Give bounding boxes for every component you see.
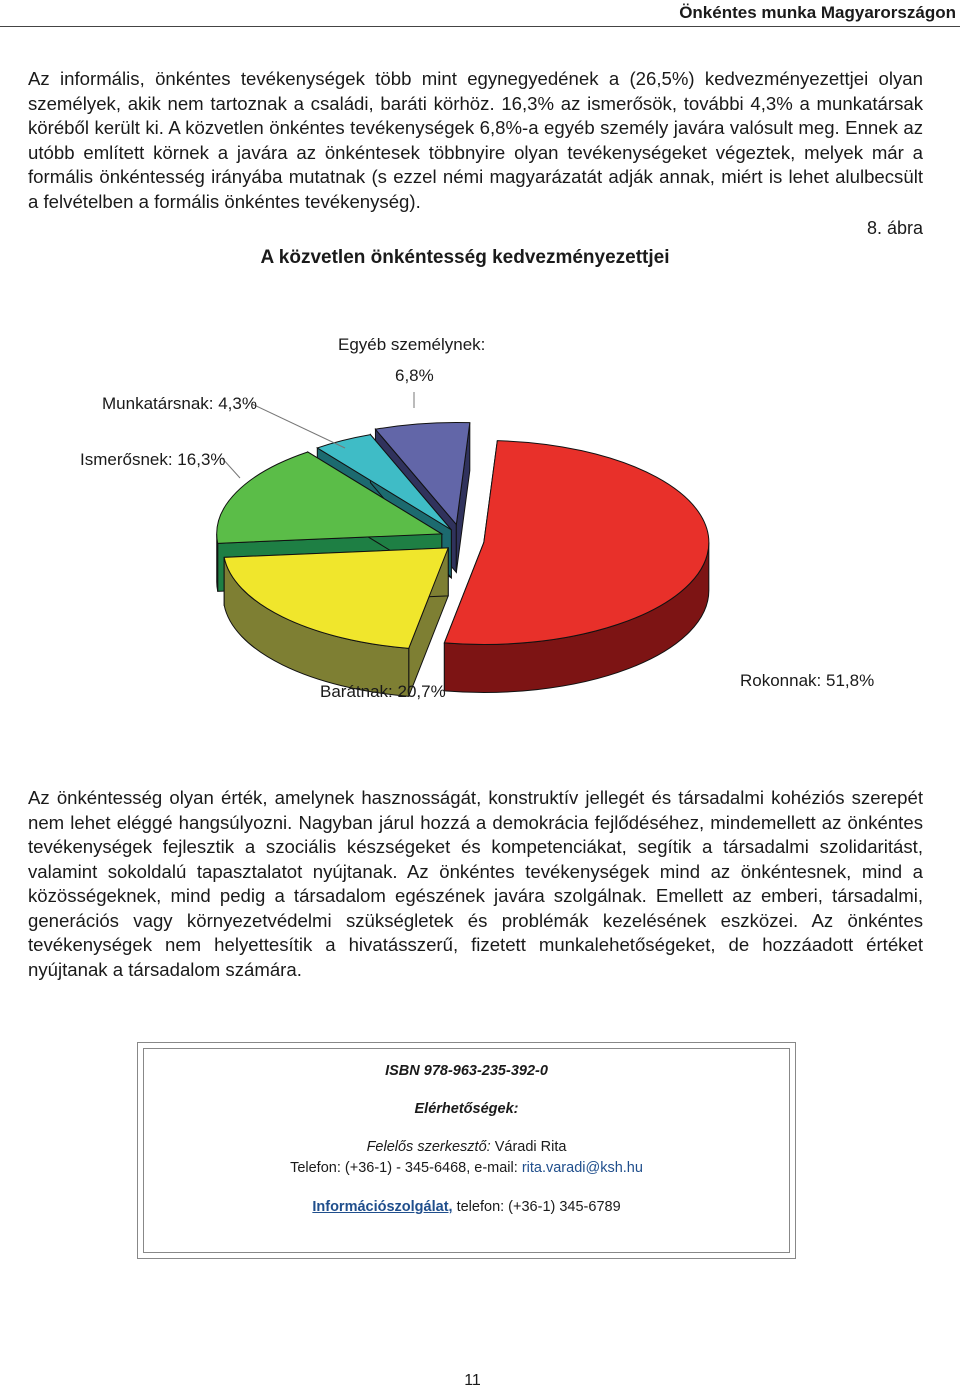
label-ismerosnek: Ismerősnek: 16,3% [80, 450, 226, 469]
figure-title: A közvetlen önkéntesség kedvezményezettjei [260, 247, 670, 268]
email-link[interactable]: rita.varadi@ksh.hu [521, 1160, 643, 1176]
intro-paragraph: Az informális, önkéntes tevékenységek több mint egynegyedének a (26,5%) kedvezményezettjei olyan személyek, akik nem tartoznak a családi, baráti körhöz. 16,3% az ismerősök, további 4,3% a munkatársak köréből került ki. A közvetlen önkéntes tevékenységek 6,8%-a egyéb személy javára valósult meg. Ennek az utóbb említett körnek a javára az önkéntesek többnyire olyan tevékenységeket végeztek, melyek már a formális önkéntesség irányába mutatnak (s ezzel némi magyarázatát adják annak, miért is lehet alulbecsült a felvételben a formális önkéntes tevékenység). [28, 68, 923, 212]
label-baratnak: Barátnak: 20,7% [320, 682, 446, 701]
editor-line [144, 1139, 789, 1155]
service-line [144, 1199, 789, 1215]
figure-number: 8. ábra [866, 218, 923, 238]
pie-chart [0, 290, 960, 720]
label-munkatarsnak: Munkatársnak: 4,3% [102, 394, 257, 413]
service-phone: telefon: (+36-1) 345-6789 [456, 1199, 621, 1215]
publication-info-inner [143, 1048, 790, 1253]
availability-heading: Elérhetőségek: [414, 1101, 519, 1117]
publication-info-box [137, 1042, 796, 1259]
label-egyeb-value: 6,8% [395, 366, 434, 385]
pie-slices [217, 422, 709, 696]
pie-slice-barátnak [224, 548, 448, 696]
leader-line [252, 404, 345, 448]
label-egyeb-szemelynek: Egyéb személynek: [338, 335, 486, 354]
running-header [0, 0, 960, 27]
editor-name: Váradi Rita [494, 1139, 567, 1155]
page-number: 11 [464, 1372, 481, 1389]
editor-label: Felelős szerkesztő: [366, 1139, 491, 1155]
information-service-link[interactable]: Információszolgálat, [312, 1199, 453, 1215]
isbn: ISBN 978-963-235-392-0 [385, 1063, 548, 1079]
contact-phone: Telefon: (+36-1) - 345-6468, e-mail: [290, 1160, 518, 1176]
label-rokonnak: Rokonnak: 51,8% [740, 671, 875, 690]
contact-line [144, 1160, 789, 1176]
pie-slice-rokonnak [444, 441, 708, 693]
closing-paragraph: Az önkéntesség olyan érték, amelynek hasznosságát, konstruktív jellegét és társadalmi kohéziós szerepét nem lehet eléggé hangsúlyozni. Nagyban járul hozzá a demokrácia fejlődéséhez, mindemellett az önkéntes tevékenységek fejlesztik a szociális készségeket és kompetenciákat, segítik a társadalmi szolidaritást, valamint sokoldalú tapasztalatot nyújtanak. Az önkéntes tevékenységek mind az önkéntesnek, mind a közösségeknek, mind pedig a társadalom egészének javára szolgálnak. Emellett az emberi, társadalmi, generációs vagy környezetvédelmi szükségletek és problémák kezelésének eszközei. Az önkéntes tevékenységek nem helyettesítik a hivatásszerű, fizetett munkalehetőségeket, de hozzáadott értéket nyújtanak a társadalom számára. [28, 787, 923, 980]
running-header-title: Önkéntes munka Magyarországon [679, 3, 956, 22]
